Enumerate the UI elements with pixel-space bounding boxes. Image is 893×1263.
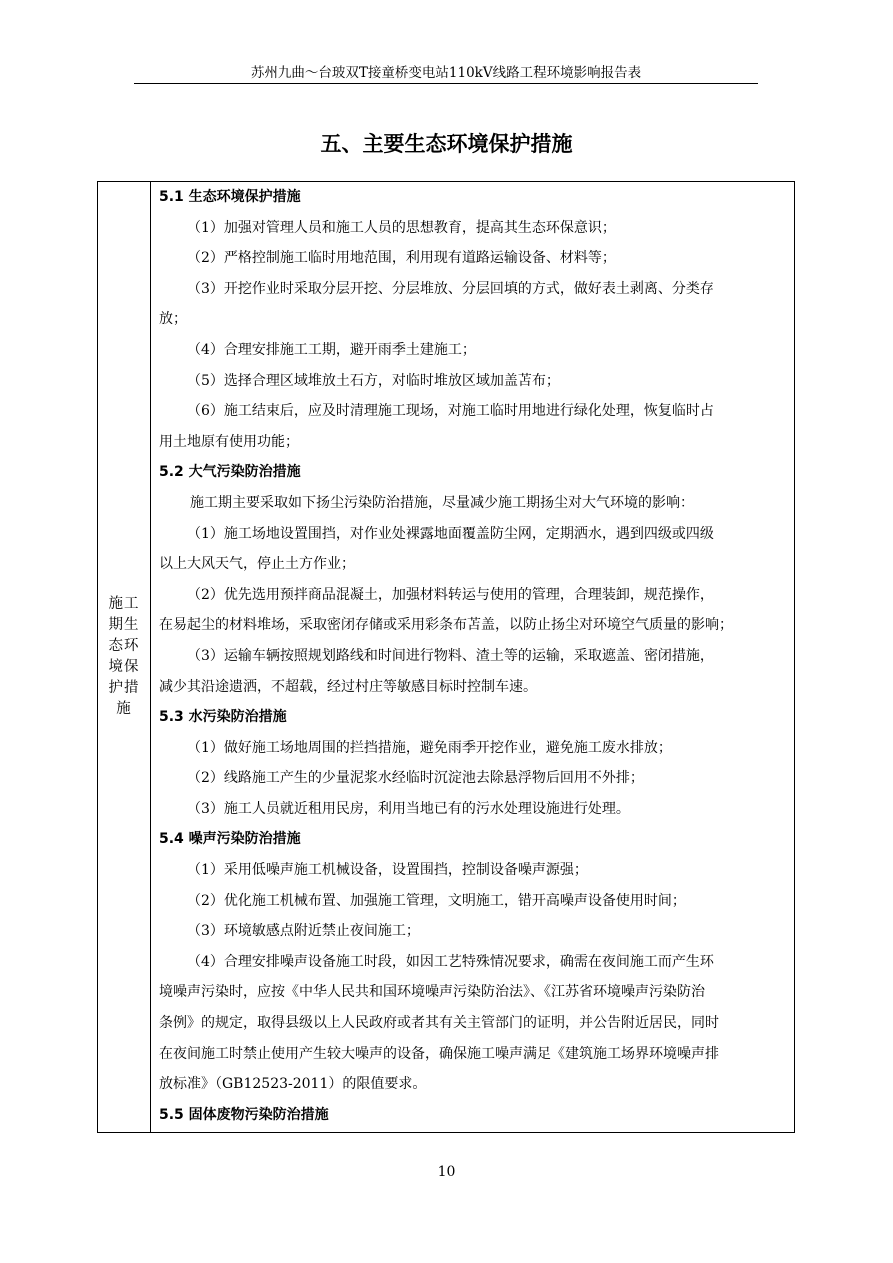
heading-5-2: 5.2 大气污染防治措施 [159, 464, 301, 481]
side-label-cell [98, 182, 151, 1132]
paragraph-line: （1）做好施工场地周围的拦挡措施，避免雨季开挖作业，避免施工废水排放； [187, 739, 672, 756]
paragraph-line: 在易起尘的材料堆场，采取密闭存储或采用彩条布苫盖，以防止扬尘对环境空气质量的影响； [159, 617, 733, 634]
paragraph-line: （4）合理安排噪声设备施工时段，如因工艺特殊情况要求，确需在夜间施工而产生环 [187, 953, 714, 970]
paragraph-line: （2）优化施工机械布置、加强施工管理，文明施工，错开高噪声设备使用时间； [187, 892, 686, 909]
paragraph-line: 放； [159, 311, 187, 328]
paragraph-line: （4）合理安排施工工期，避开雨季土建施工； [187, 341, 476, 358]
paragraph-line: （2）严格控制施工临时用地范围，利用现有道路运输设备、材料等； [187, 250, 616, 267]
paragraph-line: （1）施工场地设置围挡，对作业处裸露地面覆盖防尘网，定期洒水，遇到四级或四级 [187, 525, 714, 542]
paragraph-line: （1）采用低噪声施工机械设备，设置围挡，控制设备噪声源强； [187, 862, 588, 879]
paragraph-line: （3）施工人员就近租用民房，利用当地已有的污水处理设施进行处理。 [187, 800, 630, 817]
paragraph-line: （3）环境敏感点附近禁止夜间施工； [187, 923, 420, 940]
side-label: 施工期生态环境保护措施 [108, 596, 140, 717]
paragraph-line: （5）选择合理区域堆放土石方，对临时堆放区域加盖苫布； [187, 372, 560, 389]
paragraph-line: 以上大风天气，停止土方作业； [159, 556, 355, 573]
heading-5-3: 5.3 水污染防治措施 [159, 709, 287, 726]
heading-5-4: 5.4 噪声污染防治措施 [159, 831, 301, 848]
paragraph-line: 施工期主要采取如下扬尘污染防治措施，尽量减少施工期扬尘对大气环境的影响： [190, 494, 694, 511]
paragraph-line: （3）开挖作业时采取分层开挖、分层堆放、分层回填的方式，做好表土剥离、分类存 [187, 280, 714, 297]
paragraph-line: 用土地原有使用功能； [159, 433, 299, 450]
content-cell [159, 182, 789, 1130]
paragraph-line: （2）线路施工产生的少量泥浆水经临时沉淀池去除悬浮物后回用不外排； [187, 770, 644, 787]
paragraph-line: 条例》的规定，取得县级以上人民政府或者其有关主管部门的证明，并公告附近居民，同时 [159, 1015, 719, 1032]
paragraph-line: 境噪声污染时，应按《中华人民共和国环境噪声污染防治法》、《江苏省环境噪声污染防治 [159, 984, 705, 1001]
measures-table [97, 181, 795, 1133]
paragraph-line: 放标准》（GB12523-2011）的限值要求。 [159, 1076, 427, 1093]
paragraph-line: 减少其沿途遗洒，不超载，经过村庄等敏感目标时控制车速。 [159, 678, 537, 695]
heading-5-5: 5.5 固体废物污染防治措施 [159, 1106, 329, 1123]
header-rule [134, 83, 758, 84]
paragraph-line: （3）运输车辆按照规划路线和时间进行物料、渣土等的运输，采取遮盖、密闭措施， [187, 647, 714, 664]
paragraph-line: （2）优先选用预拌商品混凝土，加强材料转运与使用的管理，合理装卸，规范操作， [187, 586, 714, 603]
paragraph-line: （1）加强对管理人员和施工人员的思想教育，提高其生态环保意识； [187, 219, 616, 236]
paragraph-line: 在夜间施工时禁止使用产生较大噪声的设备，确保施工噪声满足《建筑施工场界环境噪声排 [159, 1045, 719, 1062]
section-title: 五、主要生态环境保护措施 [320, 132, 573, 156]
page-number: 10 [437, 1164, 456, 1180]
heading-5-1: 5.1 生态环境保护措施 [159, 189, 301, 205]
paragraph-line: （6）施工结束后，应及时清理施工现场，对施工临时用地进行绿化处理，恢复临时占 [187, 403, 714, 420]
page-header: 苏州九曲～台玻双T接童桥变电站110kV线路工程环境影响报告表 [250, 65, 642, 81]
